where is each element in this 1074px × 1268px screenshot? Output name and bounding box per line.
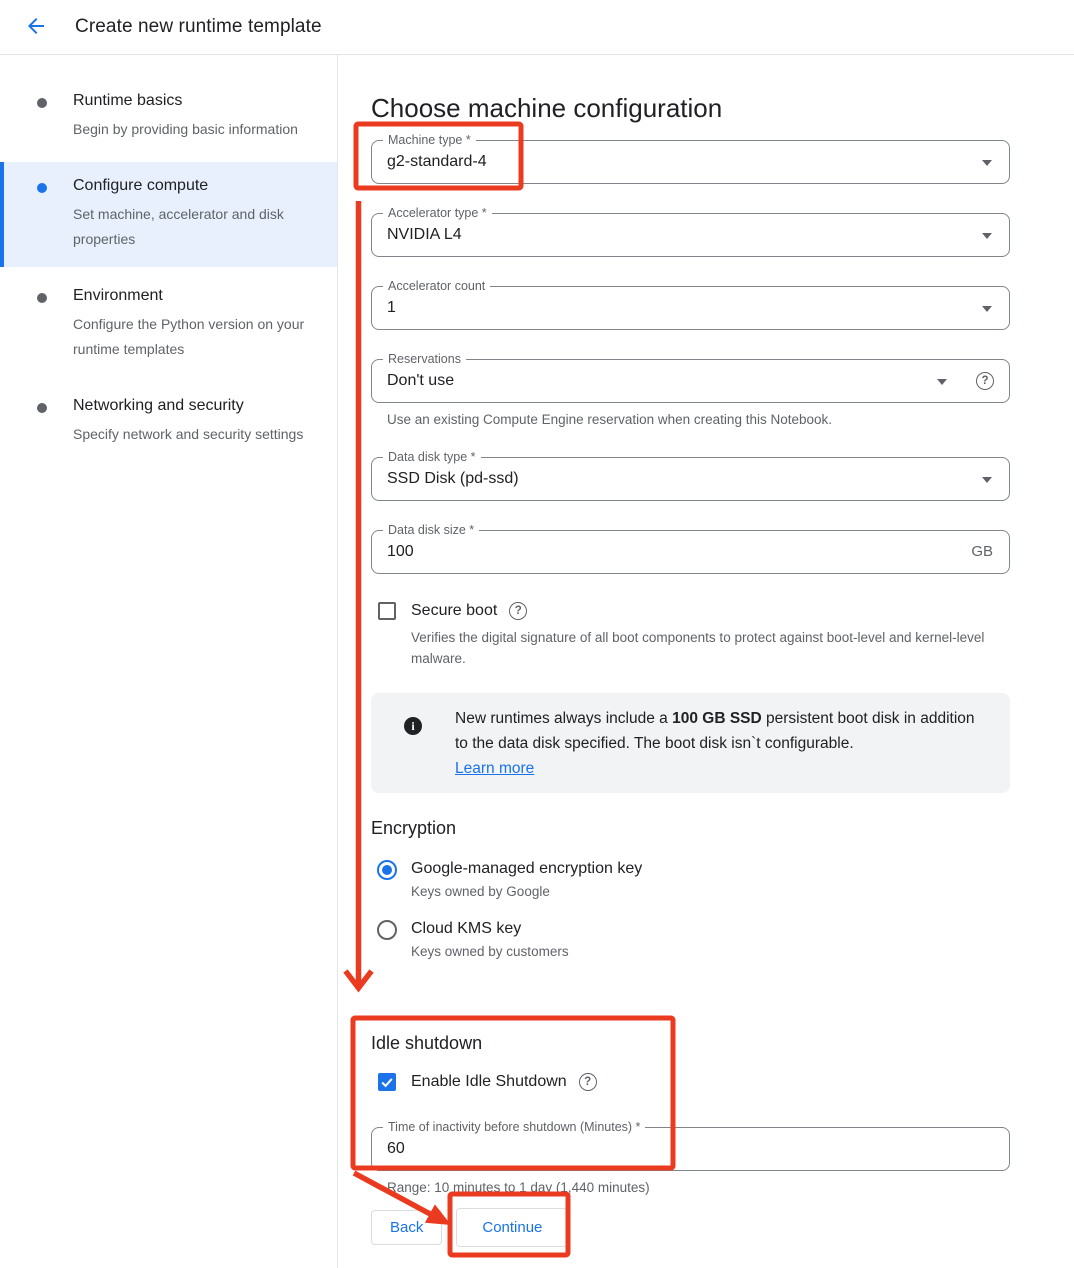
- idle-time-value: 60: [387, 1140, 405, 1157]
- checkmark-icon: [379, 1074, 395, 1090]
- step-dot-icon: [37, 293, 47, 303]
- back-button[interactable]: Back: [371, 1210, 442, 1245]
- chevron-down-icon: [982, 160, 992, 166]
- reservations-helper-text: Use an existing Compute Engine reservation when creating this Notebook.: [387, 412, 832, 427]
- data-disk-size-unit: GB: [971, 543, 993, 560]
- page-title: Create new runtime template: [75, 16, 322, 37]
- info-text-after: persistent boot disk in addition to the data disk specified. The boot disk isn`t configurable.: [455, 710, 975, 752]
- step-title: Runtime basics: [73, 92, 183, 109]
- enable-idle-shutdown-label: Enable Idle Shutdown: [411, 1073, 567, 1090]
- step-dot-icon: [37, 403, 47, 413]
- step-title: Environment: [73, 287, 163, 304]
- accelerator-count-value: 1: [387, 299, 396, 316]
- idle-time-range-helper: Range: 10 minutes to 1 day (1,440 minutes): [387, 1180, 650, 1195]
- radio-google-managed-key[interactable]: [371, 860, 1010, 899]
- arrow-left-icon: [24, 14, 48, 41]
- accelerator-count-select[interactable]: [371, 279, 1010, 330]
- accelerator-count-label: Accelerator count: [383, 279, 490, 293]
- action-buttons: [371, 1208, 1010, 1247]
- continue-button[interactable]: Continue: [456, 1208, 568, 1247]
- section-heading-machine-config: Choose machine configuration: [371, 93, 723, 123]
- sidebar-item-runtime-basics[interactable]: [0, 77, 337, 157]
- enable-idle-shutdown-row: [371, 1073, 1010, 1091]
- machine-type-value: g2-standard-4: [387, 153, 487, 170]
- radio-label: Google-managed encryption key: [411, 860, 643, 877]
- info-icon: i: [404, 717, 422, 735]
- step-dot-icon: [37, 183, 47, 193]
- idle-shutdown-heading: Idle shutdown: [371, 1033, 483, 1053]
- machine-type-label: Machine type *: [383, 133, 476, 147]
- step-description: Configure the Python version on your runtime templates: [73, 316, 305, 357]
- idle-time-input[interactable]: [371, 1120, 1010, 1171]
- boot-disk-info-text: [455, 706, 986, 781]
- sidebar-item-configure-compute[interactable]: [0, 162, 337, 267]
- machine-type-select[interactable]: [371, 133, 1010, 184]
- data-disk-type-value: SSD Disk (pd-ssd): [387, 470, 519, 487]
- encryption-heading: Encryption: [371, 818, 457, 838]
- radio-cloud-kms-key[interactable]: [371, 920, 1010, 959]
- secure-boot-checkbox[interactable]: [378, 602, 396, 620]
- radio-selected-icon[interactable]: [377, 860, 397, 880]
- idle-time-label: Time of inactivity before shutdown (Minutes) *: [383, 1120, 645, 1134]
- step-description: Set machine, accelerator and disk properties: [73, 206, 284, 247]
- step-title: Networking and security: [73, 397, 244, 414]
- info-text-bold: 100 GB SSD: [672, 710, 762, 727]
- chevron-down-icon: [937, 379, 947, 385]
- data-disk-size-input[interactable]: [371, 523, 1010, 574]
- learn-more-link[interactable]: Learn more: [455, 760, 535, 777]
- accelerator-type-select[interactable]: [371, 206, 1010, 257]
- data-disk-type-label: Data disk type *: [383, 450, 481, 464]
- radio-description: Keys owned by customers: [411, 944, 569, 959]
- help-icon[interactable]: ?: [976, 372, 994, 390]
- reservations-value: Don't use: [387, 372, 455, 389]
- back-arrow-button[interactable]: [22, 13, 50, 41]
- data-disk-size-value: 100: [387, 543, 414, 560]
- secure-boot-row: [371, 602, 1010, 620]
- data-disk-size-label: Data disk size *: [383, 523, 479, 537]
- help-icon[interactable]: ?: [509, 602, 527, 620]
- enable-idle-shutdown-checkbox[interactable]: [378, 1073, 396, 1091]
- reservations-label: Reservations: [383, 352, 466, 366]
- step-title: Configure compute: [73, 177, 209, 194]
- info-text-before: New runtimes always include a: [455, 710, 673, 727]
- radio-label: Cloud KMS key: [411, 920, 522, 937]
- accelerator-type-label: Accelerator type *: [383, 206, 492, 220]
- header: [0, 0, 1074, 55]
- sidebar-item-environment[interactable]: [0, 272, 337, 377]
- chevron-down-icon: [982, 477, 992, 483]
- secure-boot-label: Secure boot: [411, 602, 498, 619]
- radio-unselected-icon[interactable]: [377, 920, 397, 940]
- step-description: Begin by providing basic information: [73, 121, 298, 137]
- radio-description: Keys owned by Google: [411, 884, 550, 899]
- chevron-down-icon: [982, 233, 992, 239]
- boot-disk-info-banner: [371, 693, 1010, 793]
- help-icon[interactable]: ?: [579, 1073, 597, 1091]
- secure-boot-description: Verifies the digital signature of all boot components to protect against boot-level and kernel-level malware.: [411, 630, 985, 666]
- reservations-select[interactable]: [371, 352, 1010, 403]
- stepper-sidebar: [0, 55, 338, 1268]
- sidebar-item-networking-security[interactable]: [0, 382, 337, 462]
- chevron-down-icon: [982, 306, 992, 312]
- step-dot-icon: [37, 98, 47, 108]
- form-panel: [338, 55, 1074, 1268]
- data-disk-type-select[interactable]: [371, 450, 1010, 501]
- step-description: Specify network and security settings: [73, 426, 304, 442]
- accelerator-type-value: NVIDIA L4: [387, 226, 462, 243]
